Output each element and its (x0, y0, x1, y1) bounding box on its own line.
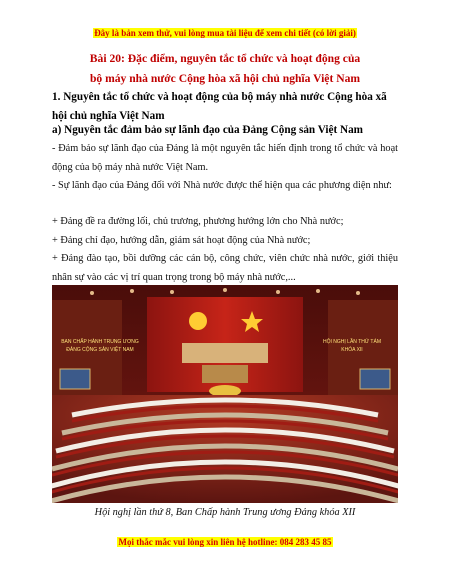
left-banner-line-2: ĐẢNG CỘNG SẢN VIỆT NAM (66, 347, 134, 353)
hotline-banner (0, 537, 450, 547)
lesson-title-line-1: Bài 20: Đặc điểm, nguyên tắc tổ chức và hoạt động của (89, 52, 361, 65)
photo-caption: Hội nghị lần thứ 8, Ban Chấp hành Trung ương Đảng khóa XII (94, 507, 356, 518)
paragraph-5: + Đảng đào tạo, bồi dưỡng các cán bộ, công chức, viên chức nhà nước, giới thiệu nhân sự vào các vị trí quan trọng trong bộ máy nhà nước,... (52, 253, 398, 283)
section-heading: 1. Nguyên tắc tổ chức và hoạt động của bộ máy nhà nước Cộng hòa xã hội chủ nghĩa Việt Nam (52, 91, 387, 122)
paragraph-2: - Sự lãnh đạo của Đảng đối với Nhà nước được thể hiện qua các phương diện như: (52, 180, 392, 191)
right-banner-line-2: KHÓA XII (341, 347, 363, 353)
preview-notice-text: Đây là bản xem thử, vui lòng mua tài liệu để xem chi tiết (có lời giải) (94, 28, 356, 38)
left-banner-line-1: BAN CHẤP HÀNH TRUNG ƯƠNG (61, 339, 139, 345)
lesson-title-line-2: bộ máy nhà nước Cộng hòa xã hội chủ nghĩa Việt Nam (89, 72, 361, 85)
preview-notice-banner (0, 28, 450, 38)
paragraph-3: + Đảng đề ra đường lối, chủ trương, phương hướng lớn cho Nhà nước; (52, 216, 344, 227)
hotline-text: Mọi thắc mắc vui lòng xin liên hệ hotline: 084 283 45 85 (118, 537, 332, 547)
subsection-heading: a) Nguyên tắc đảm bảo sự lãnh đạo của Đảng Cộng sản Việt Nam (52, 124, 363, 136)
right-banner-line-1: HỘI NGHỊ LẦN THỨ TÁM (323, 339, 381, 345)
party-emblem-icon (189, 312, 207, 330)
conference-hall-photo (52, 285, 398, 503)
paragraph-4: + Đảng chỉ đạo, hướng dẫn, giám sát hoạt động của Nhà nước; (52, 235, 311, 246)
paragraph-1: - Đảm bảo sự lãnh đạo của Đảng là một nguyên tắc hiến định trong tổ chức và hoạt động của bộ máy nhà nước Việt Nam. (52, 143, 398, 173)
